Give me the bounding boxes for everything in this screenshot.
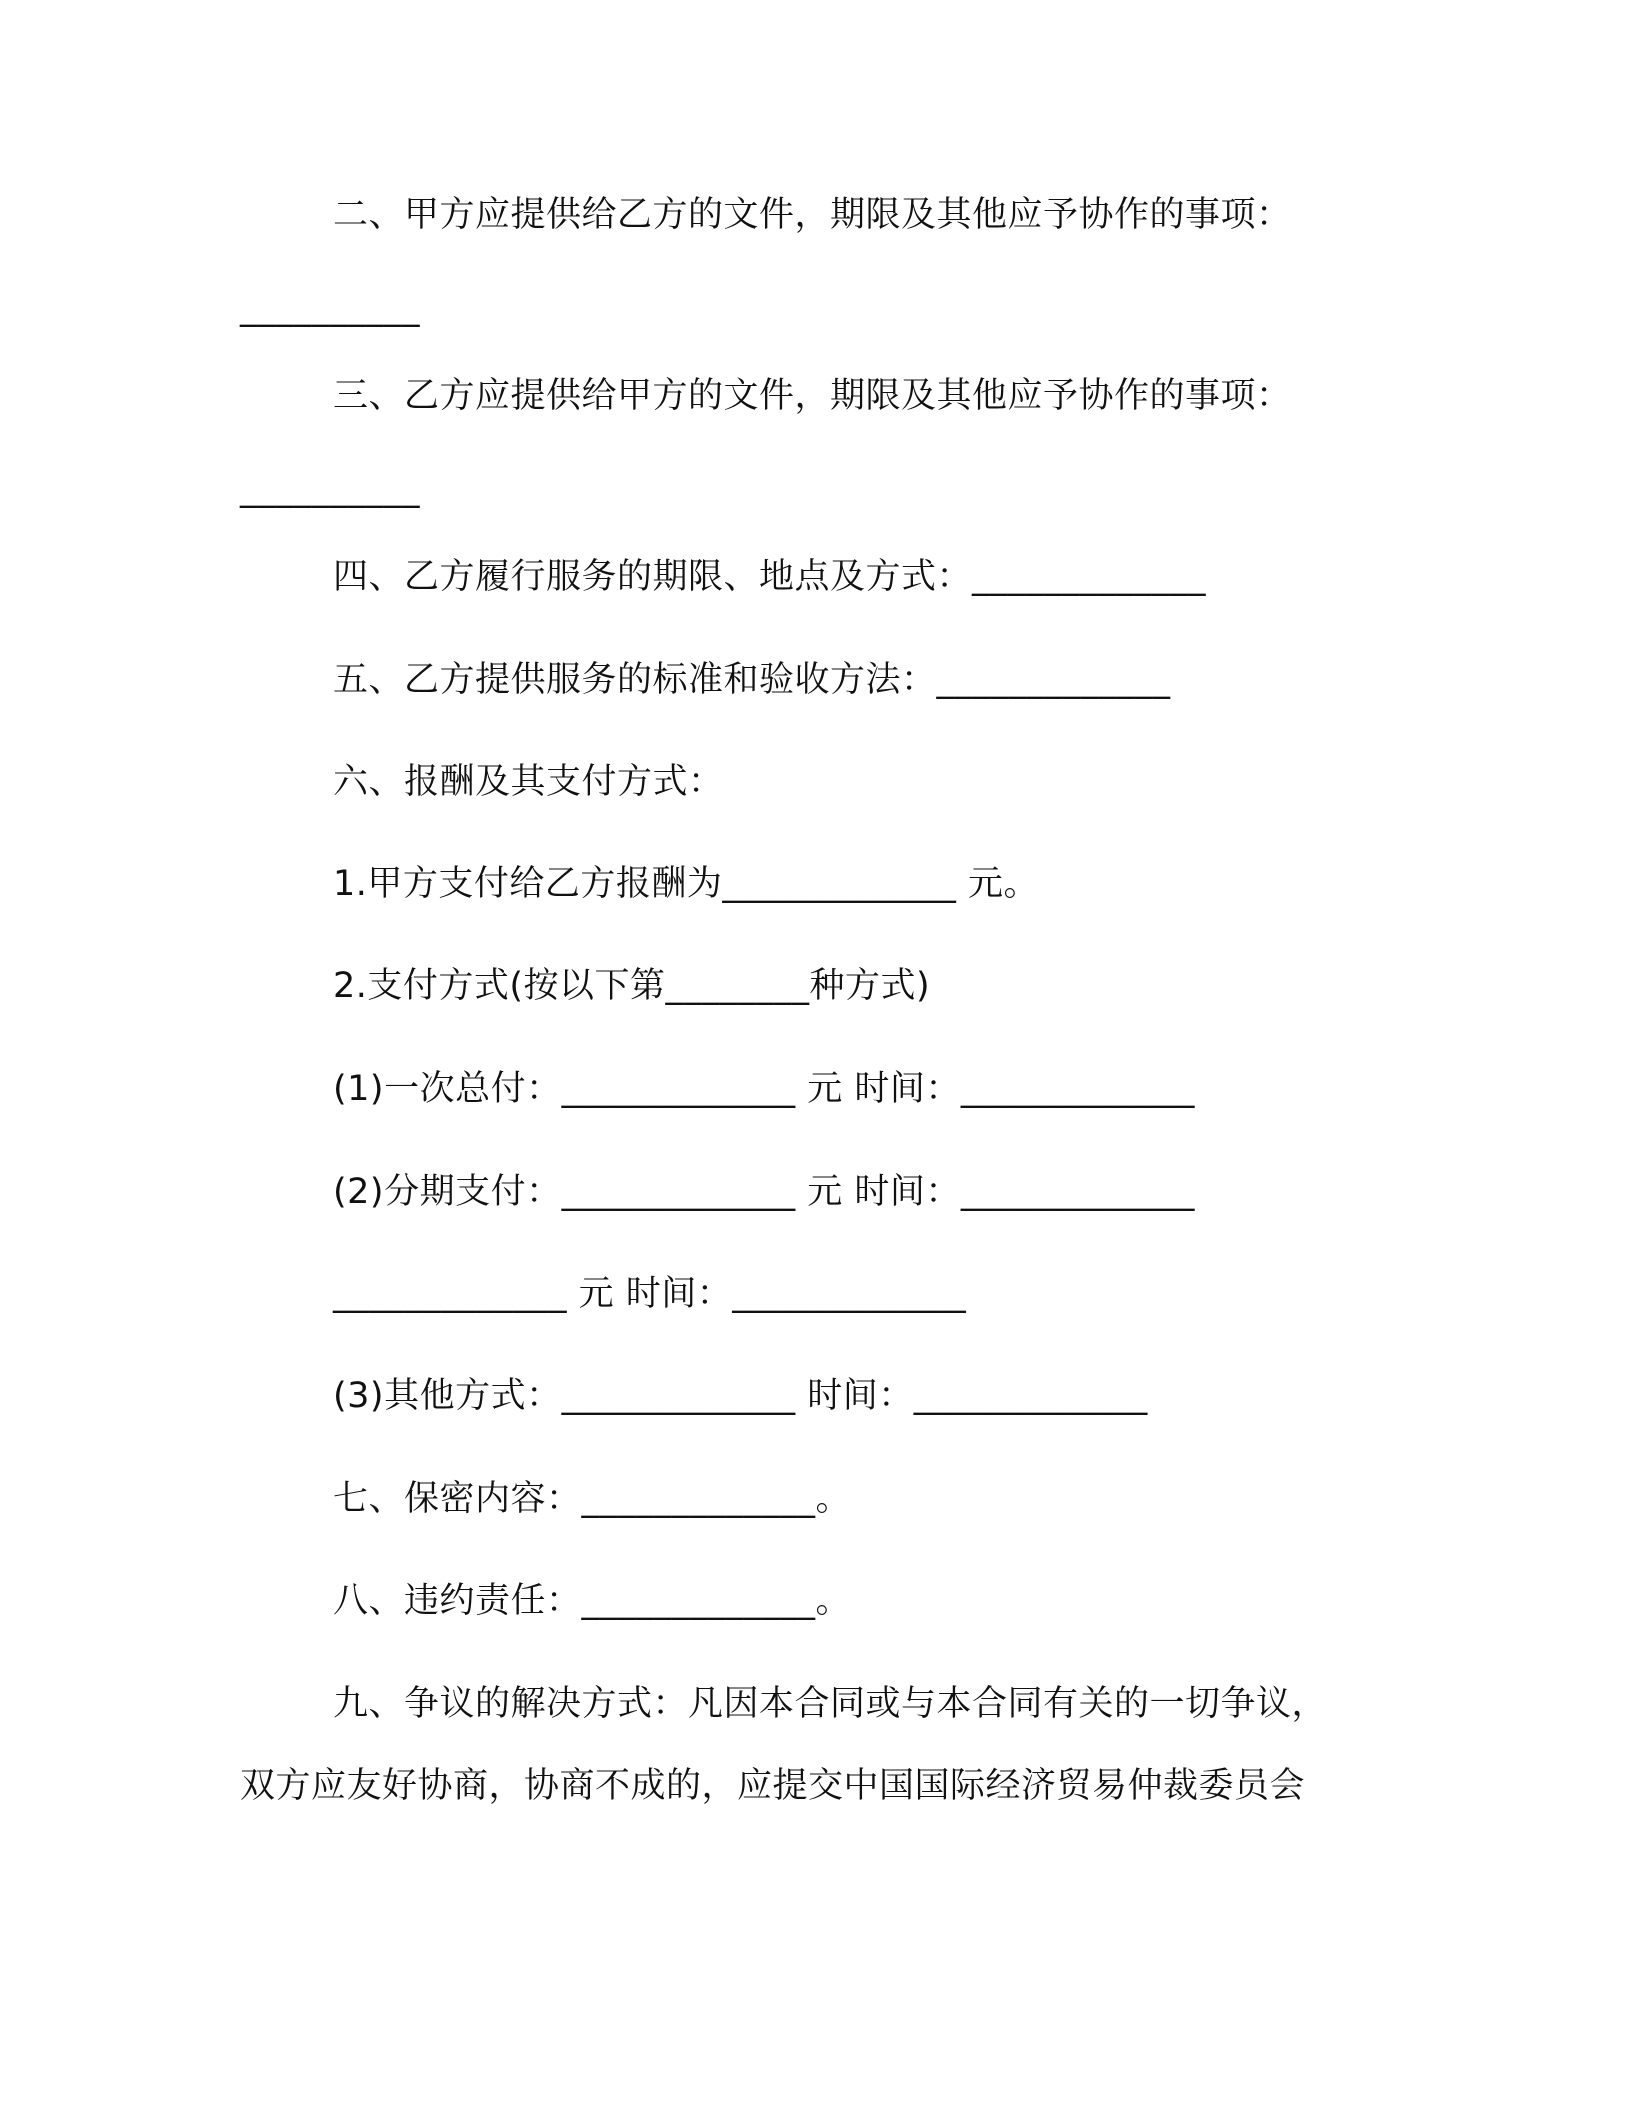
clause-6-item-2: 2.支付方式(按以下第________种方式) <box>333 966 931 1006</box>
clause-6-item-1: 1.甲方支付给乙方报酬为_____________ 元。 <box>333 864 1040 904</box>
clause-8-text: 八、违约责任：_____________。 <box>333 1581 852 1621</box>
clause-5-text: 五、乙方提供服务的标准和验收方法：_____________ <box>333 660 1171 700</box>
clause-7-text: 七、保密内容：_____________。 <box>333 1479 852 1519</box>
clause-6-heading: 六、报酬及其支付方式： <box>333 762 724 802</box>
payment-option-3: (3)其他方式：_____________ 时间：_____________ <box>333 1376 1148 1416</box>
payment-option-1: (1)一次总付：_____________ 元 时间：_____________ <box>333 1069 1195 1109</box>
clause-2-text: 二、甲方应提供给乙方的文件，期限及其他应予协作的事项： <box>333 195 1292 235</box>
clause-2-blank: __________ <box>240 288 420 328</box>
clause-3-blank: __________ <box>240 469 420 509</box>
clause-9-text-cont: 双方应友好协商，协商不成的，应提交中国国际经济贸易仲裁委员会 <box>240 1766 1306 1806</box>
payment-option-2: (2)分期支付：_____________ 元 时间：_____________ <box>333 1172 1195 1212</box>
clause-4-text: 四、乙方履行服务的期限、地点及方式：_____________ <box>333 557 1207 597</box>
clause-3-text: 三、乙方应提供给甲方的文件，期限及其他应予协作的事项： <box>333 376 1292 416</box>
payment-option-2-cont: _____________ 元 时间：_____________ <box>333 1274 967 1314</box>
clause-9-text: 九、争议的解决方式：凡因本合同或与本合同有关的一切争议， <box>333 1684 1328 1724</box>
